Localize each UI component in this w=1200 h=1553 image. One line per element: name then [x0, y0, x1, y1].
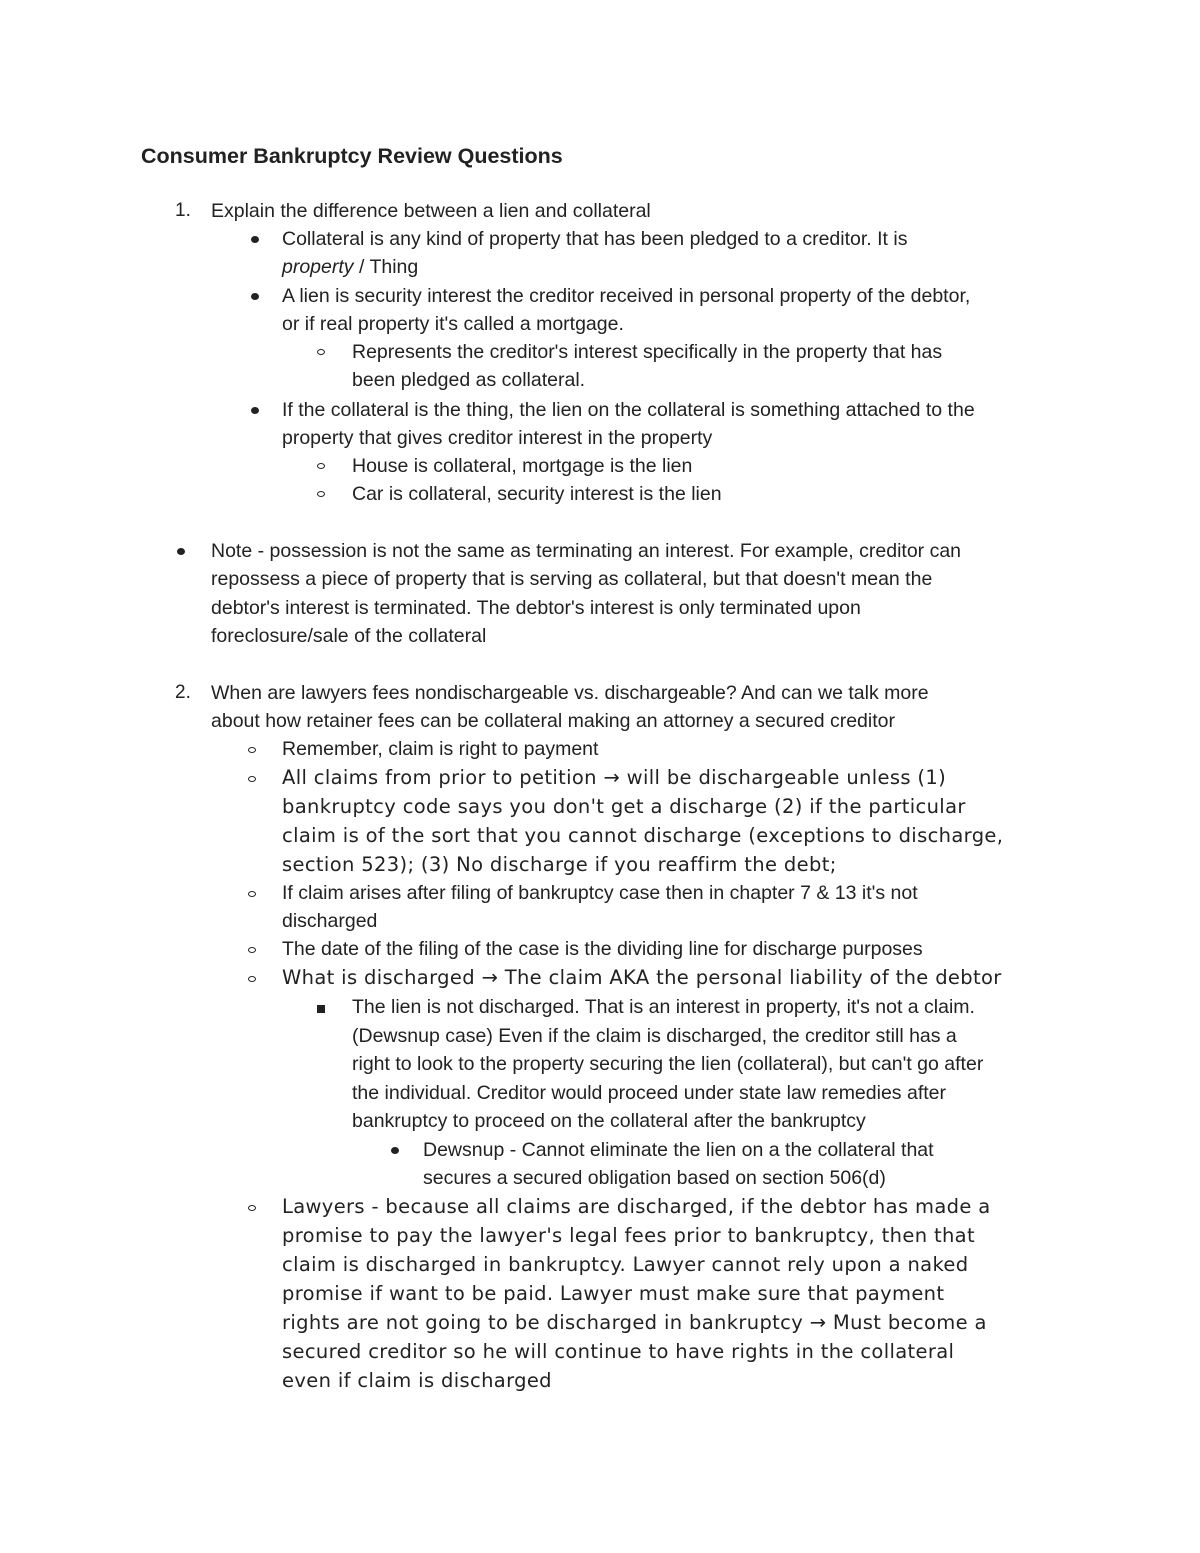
q2-claims-line-3: claim is of the sort that you cannot discharge (exceptions to discharge,	[282, 824, 1004, 847]
question-2-line-2: about how retainer fees can be collateral making an attorney a secured creditor	[211, 710, 895, 732]
q2-lien-not-discharged-line-2: (Dewsnup case) Even if the claim is discharged, the creditor still has a	[352, 1025, 957, 1047]
q1-thing-line-1: If the collateral is the thing, the lien on the collateral is something attached to the	[282, 399, 975, 421]
page-title: Consumer Bankruptcy Review Questions	[141, 144, 563, 168]
note-line-1: Note - possession is not the same as terminating an interest. For example, creditor can	[211, 540, 962, 562]
bullet-circle	[248, 1205, 256, 1211]
q2-lien-not-discharged-line-4: the individual. Creditor would proceed under state law remedies after	[352, 1082, 946, 1104]
q2-claims-line-1: All claims from prior to petition → will be dischargeable unless (1)	[282, 766, 947, 789]
q2-lien-not-discharged-line-3: right to look to the property securing the lien (collateral), but can't go after	[352, 1053, 984, 1075]
q2-after-filing-line-2: discharged	[282, 910, 378, 932]
list-number-1: 1.	[175, 200, 191, 221]
bullet-circle	[317, 491, 325, 497]
bullet-circle	[248, 891, 256, 897]
q2-lawyers-line-5: rights are not going to be discharged in bankruptcy → Must become a	[282, 1311, 987, 1334]
q2-lien-not-discharged-line-5: bankruptcy to proceed on the collateral after the bankruptcy	[352, 1110, 866, 1132]
q1-collateral-rest: / Thing	[353, 256, 419, 278]
q2-lawyers-line-6: secured creditor so he will continue to have rights in the collateral	[282, 1340, 955, 1363]
q1-lien-sub-line-2: been pledged as collateral.	[352, 369, 586, 391]
q2-what-discharged: What is discharged → The claim AKA the personal liability of the debtor	[282, 966, 1002, 989]
bullet-dot	[251, 407, 259, 414]
bullet-dot	[177, 548, 185, 555]
q2-lawyers-line-1: Lawyers - because all claims are discharged, if the debtor has made a	[282, 1195, 991, 1218]
list-number-2: 2.	[175, 682, 191, 703]
q2-lien-not-discharged-line-1: The lien is not discharged. That is an interest in property, it's not a claim.	[352, 996, 975, 1018]
note-line-2: repossess a piece of property that is serving as collateral, but that doesn't mean the	[211, 568, 933, 590]
bullet-dot	[391, 1147, 399, 1154]
q2-claims-line-2: bankruptcy code says you don't get a discharge (2) if the particular	[282, 795, 966, 818]
q2-lawyers-line-7: even if claim is discharged	[282, 1369, 552, 1392]
bullet-circle	[248, 947, 256, 953]
q1-house-example: House is collateral, mortgage is the lien	[352, 455, 693, 477]
question-1-text: Explain the difference between a lien and collateral	[211, 200, 651, 222]
note-line-4: foreclosure/sale of the collateral	[211, 625, 487, 647]
bullet-dot	[251, 236, 259, 243]
q2-dividing-line: The date of the filing of the case is the dividing line for discharge purposes	[282, 938, 923, 960]
bullet-circle	[248, 976, 256, 982]
q1-lien-line-1: A lien is security interest the creditor received in personal property of the debtor,	[282, 285, 971, 307]
q1-collateral-line-1: Collateral is any kind of property that has been pledged to a creditor. It is	[282, 228, 908, 250]
q2-after-filing-line-1: If claim arises after filing of bankruptcy case then in chapter 7 & 13 it's not	[282, 882, 918, 904]
note-line-3: debtor's interest is terminated. The debtor's interest is only terminated upon	[211, 597, 861, 619]
bullet-circle	[317, 349, 325, 355]
bullet-circle	[248, 747, 256, 753]
question-2-line-1: When are lawyers fees nondischargeable vs. dischargeable? And can we talk more	[211, 682, 929, 704]
q2-lawyers-line-4: promise if want to be paid. Lawyer must make sure that payment	[282, 1282, 945, 1305]
q1-car-example: Car is collateral, security interest is the lien	[352, 483, 722, 505]
q2-lawyers-line-3: claim is discharged in bankruptcy. Lawyer cannot rely upon a naked	[282, 1253, 969, 1276]
q2-dewsnup-line-1: Dewsnup - Cannot eliminate the lien on a the collateral that	[423, 1139, 934, 1161]
bullet-square	[317, 1005, 325, 1013]
q2-remember: Remember, claim is right to payment	[282, 738, 599, 760]
bullet-circle	[317, 463, 325, 469]
q2-claims-line-4: section 523); (3) No discharge if you reaffirm the debt;	[282, 853, 837, 876]
q1-collateral-line-2	[282, 253, 418, 281]
bullet-circle	[248, 776, 256, 782]
q1-collateral-italic: property	[282, 256, 354, 278]
q1-lien-line-2: or if real property it's called a mortgage.	[282, 313, 624, 335]
q2-lawyers-line-2: promise to pay the lawyer's legal fees prior to bankruptcy, then that	[282, 1224, 975, 1247]
q1-thing-line-2: property that gives creditor interest in the property	[282, 427, 713, 449]
q2-dewsnup-line-2: secures a secured obligation based on section 506(d)	[423, 1167, 886, 1189]
q1-lien-sub-line-1: Represents the creditor's interest specifically in the property that has	[352, 341, 943, 363]
bullet-dot	[251, 293, 259, 300]
